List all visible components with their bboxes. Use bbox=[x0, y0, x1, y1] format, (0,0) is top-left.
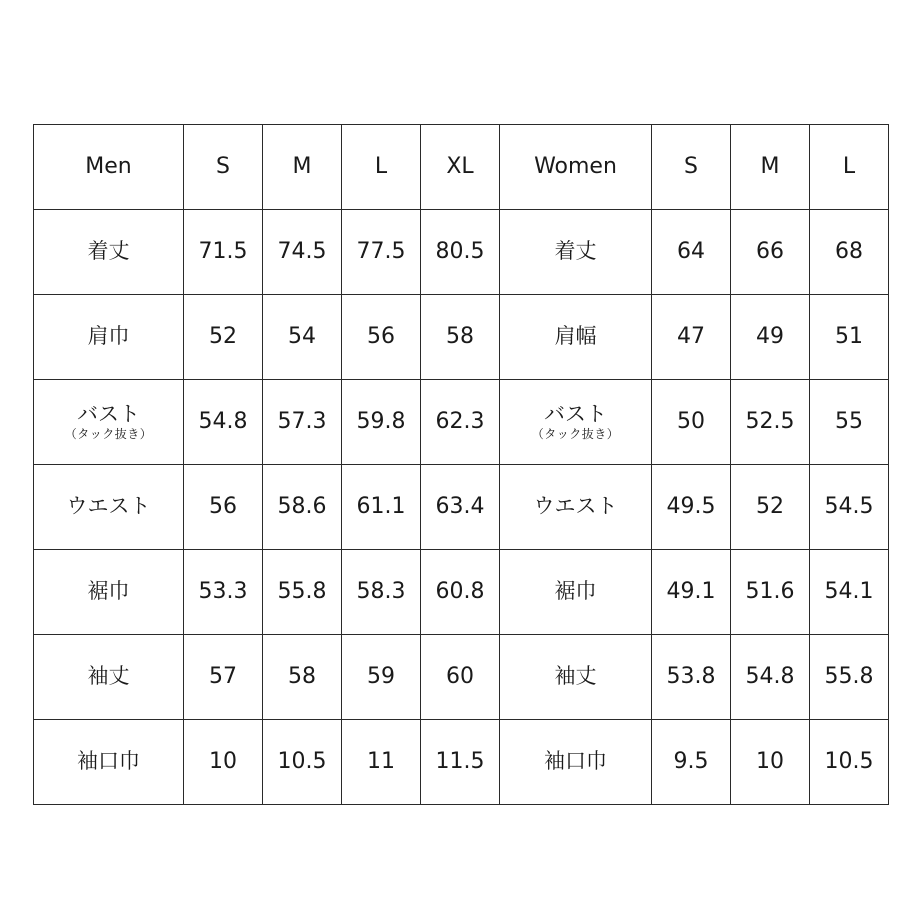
women-measurement-label bbox=[500, 210, 652, 295]
women-value-cell: 55 bbox=[810, 380, 889, 465]
men-value-cell: 60.8 bbox=[421, 550, 500, 635]
header-women-m: M bbox=[731, 125, 810, 210]
women-value-cell: 49.5 bbox=[652, 465, 731, 550]
women-value-cell: 54.1 bbox=[810, 550, 889, 635]
men-label-text: 裾巾 bbox=[87, 579, 130, 604]
table-row bbox=[34, 295, 889, 380]
header-men-m: M bbox=[263, 125, 342, 210]
header-women-l: L bbox=[810, 125, 889, 210]
women-value-cell: 50 bbox=[652, 380, 731, 465]
men-value-cell: 57.3 bbox=[263, 380, 342, 465]
men-value-cell: 55.8 bbox=[263, 550, 342, 635]
women-value-cell: 66 bbox=[731, 210, 810, 295]
men-label-text: 肩巾 bbox=[87, 324, 130, 349]
women-label-text: 着丈 bbox=[554, 239, 597, 264]
women-measurement-label bbox=[500, 635, 652, 720]
women-value-cell: 55.8 bbox=[810, 635, 889, 720]
men-measurement-label bbox=[34, 295, 184, 380]
women-label-text: 裾巾 bbox=[554, 579, 597, 604]
men-value-cell: 10.5 bbox=[263, 720, 342, 805]
header-men-xl: XL bbox=[421, 125, 500, 210]
women-value-cell: 64 bbox=[652, 210, 731, 295]
women-value-cell: 49 bbox=[731, 295, 810, 380]
table-row bbox=[34, 635, 889, 720]
table-row bbox=[34, 720, 889, 805]
women-value-cell: 51 bbox=[810, 295, 889, 380]
men-value-cell: 57 bbox=[184, 635, 263, 720]
men-value-cell: 63.4 bbox=[421, 465, 500, 550]
women-value-cell: 52.5 bbox=[731, 380, 810, 465]
header-men-s: S bbox=[184, 125, 263, 210]
men-value-cell: 11 bbox=[342, 720, 421, 805]
men-value-cell: 54.8 bbox=[184, 380, 263, 465]
women-value-cell: 54.5 bbox=[810, 465, 889, 550]
women-value-cell: 9.5 bbox=[652, 720, 731, 805]
header-row bbox=[34, 125, 889, 210]
men-measurement-label bbox=[34, 465, 184, 550]
women-label-text: 肩幅 bbox=[554, 324, 597, 349]
women-value-cell: 54.8 bbox=[731, 635, 810, 720]
men-measurement-label bbox=[34, 720, 184, 805]
header-men: Men bbox=[34, 125, 184, 210]
men-value-cell: 56 bbox=[342, 295, 421, 380]
men-value-cell: 80.5 bbox=[421, 210, 500, 295]
men-value-cell: 58.3 bbox=[342, 550, 421, 635]
table-row bbox=[34, 465, 889, 550]
women-measurement-label bbox=[500, 380, 652, 465]
header-men-l: L bbox=[342, 125, 421, 210]
women-value-cell: 52 bbox=[731, 465, 810, 550]
header-women: Women bbox=[500, 125, 652, 210]
table-row bbox=[34, 210, 889, 295]
women-label-text: 袖口巾 bbox=[544, 749, 607, 774]
men-value-cell: 58 bbox=[421, 295, 500, 380]
men-measurement-label bbox=[34, 635, 184, 720]
men-value-cell: 58.6 bbox=[263, 465, 342, 550]
men-label-text: ウエスト bbox=[66, 494, 151, 519]
women-value-cell: 47 bbox=[652, 295, 731, 380]
women-label-note: （タック抜き） bbox=[531, 426, 620, 441]
women-value-cell: 51.6 bbox=[731, 550, 810, 635]
men-label-text: 袖丈 bbox=[87, 664, 130, 689]
men-label-text: 着丈 bbox=[87, 239, 130, 264]
men-value-cell: 59.8 bbox=[342, 380, 421, 465]
men-value-cell: 58 bbox=[263, 635, 342, 720]
men-measurement-label bbox=[34, 210, 184, 295]
women-label-text: バスト bbox=[544, 401, 607, 426]
size-chart-body bbox=[34, 125, 889, 805]
men-label-text: 袖口巾 bbox=[77, 749, 140, 774]
women-value-cell: 10 bbox=[731, 720, 810, 805]
men-value-cell: 52 bbox=[184, 295, 263, 380]
women-value-cell: 53.8 bbox=[652, 635, 731, 720]
men-value-cell: 53.3 bbox=[184, 550, 263, 635]
men-value-cell: 54 bbox=[263, 295, 342, 380]
men-value-cell: 71.5 bbox=[184, 210, 263, 295]
women-measurement-label bbox=[500, 550, 652, 635]
men-value-cell: 10 bbox=[184, 720, 263, 805]
men-measurement-label bbox=[34, 550, 184, 635]
men-label-note: （タック抜き） bbox=[64, 426, 153, 441]
women-label-text: 袖丈 bbox=[554, 664, 597, 689]
men-label-text: バスト bbox=[77, 401, 140, 426]
women-label-text: ウエスト bbox=[533, 494, 618, 519]
men-value-cell: 74.5 bbox=[263, 210, 342, 295]
men-measurement-label bbox=[34, 380, 184, 465]
table-row bbox=[34, 550, 889, 635]
header-women-s: S bbox=[652, 125, 731, 210]
men-value-cell: 56 bbox=[184, 465, 263, 550]
men-value-cell: 59 bbox=[342, 635, 421, 720]
table-row bbox=[34, 380, 889, 465]
women-measurement-label bbox=[500, 295, 652, 380]
men-value-cell: 61.1 bbox=[342, 465, 421, 550]
women-value-cell: 68 bbox=[810, 210, 889, 295]
size-chart-table bbox=[33, 124, 889, 805]
women-value-cell: 10.5 bbox=[810, 720, 889, 805]
men-value-cell: 11.5 bbox=[421, 720, 500, 805]
women-measurement-label bbox=[500, 465, 652, 550]
women-measurement-label bbox=[500, 720, 652, 805]
men-value-cell: 77.5 bbox=[342, 210, 421, 295]
men-value-cell: 62.3 bbox=[421, 380, 500, 465]
men-value-cell: 60 bbox=[421, 635, 500, 720]
women-value-cell: 49.1 bbox=[652, 550, 731, 635]
